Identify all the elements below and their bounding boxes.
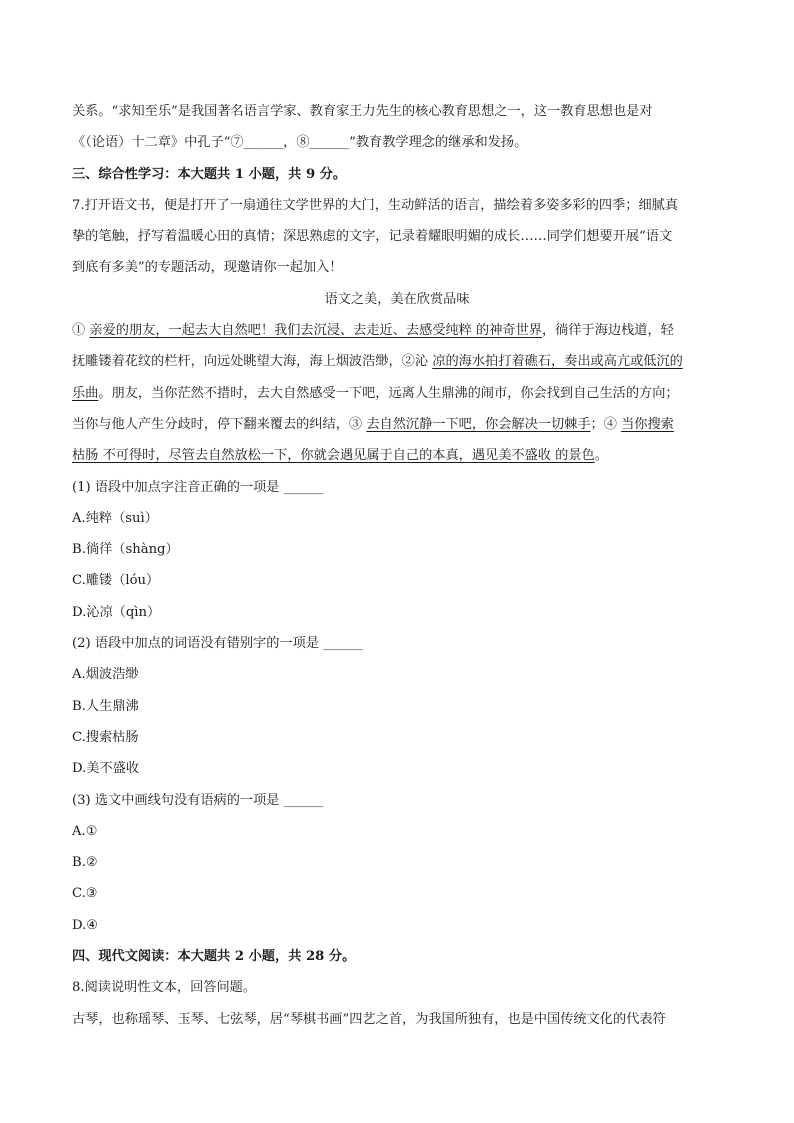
option-c: C.③ <box>72 886 98 902</box>
option-d: D.④ <box>72 917 99 933</box>
text-line: 关系。“求知至乐”是我国著名语言学家、教育家王力先生的核心教育思想之一，这一教育思想也是对 <box>72 104 653 119</box>
passage-line <box>72 346 722 377</box>
option-c: C.雕镂（lóu） <box>72 573 160 589</box>
sub-question-2: (2) 语段中加点的词语没有错别字的一项是 ______ <box>72 636 363 652</box>
option-d: D.美不盛收 <box>72 761 140 777</box>
reading-passage-line: 古琴，也称瑶琴、玉琴、七弦琴，居“琴棋书画”四艺之首，为我国所独有，也是中国传统文化的代表符 <box>72 1011 666 1027</box>
option-b: B.人生鼎沸 <box>72 698 139 714</box>
underlined-sentence-2-end: 乐曲 <box>72 385 99 401</box>
passage-segment: ；④ <box>590 416 622 432</box>
passage-segment: ① <box>72 323 90 339</box>
question-7-text: 7.打开语文书，便是打开了一扇通往文学世界的大门，生动鲜活的语言，描绘着多姿多彩的四季；细腻真 <box>72 197 679 213</box>
passage-line <box>72 409 722 440</box>
passage-segment: 抚雕镂着花纹的栏杆，向远处眺望大海，海上烟波浩缈，②沁 <box>72 354 433 370</box>
question-7-text: 到底有多美”的专题活动，现邀请你一起加入！ <box>72 260 343 276</box>
section-heading-4: 四、现代文阅读：本大题共 2 小题，共 28 分。 <box>72 949 356 965</box>
section-heading-3: 三、综合性学习：本大题共 1 小题，共 9 分。 <box>72 166 347 182</box>
passage-segment: 。朋友，当你茫然不措时，去大自然感受一下吧，远离人生鼎沸的闹市，你会找到自己生活的方向； <box>98 385 679 401</box>
underlined-sentence-4: 当你搜索 <box>621 416 674 432</box>
option-b: B.② <box>72 855 98 871</box>
option-a: A.① <box>72 823 98 839</box>
passage-segment: ，徜徉于海边栈道，轻 <box>541 323 674 339</box>
underlined-sentence-4-end: 枯肠 不可得时，尽管去自然放松一下，你就会遇见属于自己的本真，遇见美不盛收 的景色 <box>72 448 595 464</box>
document-page <box>72 96 722 1035</box>
question-8-text: 8.阅读说明性文本，回答问题。 <box>72 980 257 996</box>
option-b: B.徜徉（shàng） <box>72 542 179 558</box>
text-line: 《（论语）十二章》中孔子“⑦______，⑧______”教育教学理念的继承和发扬。 <box>72 135 528 151</box>
passage-segment: 当你与他人产生分歧时，停下翻来覆去的纠结，③ <box>72 416 367 432</box>
passage-line <box>72 378 722 409</box>
passage-segment: 。 <box>594 448 608 464</box>
underlined-sentence-3: 去自然沉静一下吧，你会解决一切棘手 <box>366 416 591 432</box>
option-c: C.搜索枯肠 <box>72 729 139 745</box>
option-a: A.烟波浩缈 <box>72 667 139 683</box>
underlined-sentence-2: 凉的海水拍打着礁石，奏出或高亢或低沉的 <box>432 354 683 370</box>
sub-question-3: (3) 选文中画线句没有语病的一项是 ______ <box>72 792 324 808</box>
option-d: D.沁凉（qìn） <box>72 604 161 620</box>
sub-question-1: (1) 语段中加点字注音正确的一项是 ______ <box>72 479 324 495</box>
question-7-text: 挚的笔触，抒写着温暖心田的真情；深思熟虑的文字，记录着耀眼明媚的成长……同学们想要开展“语文 <box>72 229 673 245</box>
passage-line <box>72 315 722 346</box>
passage-line <box>72 440 722 471</box>
passage-title: 语文之美，美在欣赏品味 <box>324 291 470 307</box>
option-a: A.纯粹（suì） <box>72 510 158 526</box>
underlined-sentence-1: 亲爱的朋友，一起去大自然吧！我们去沉浸、去走近、去感受纯粹 的神奇世界 <box>89 323 542 339</box>
